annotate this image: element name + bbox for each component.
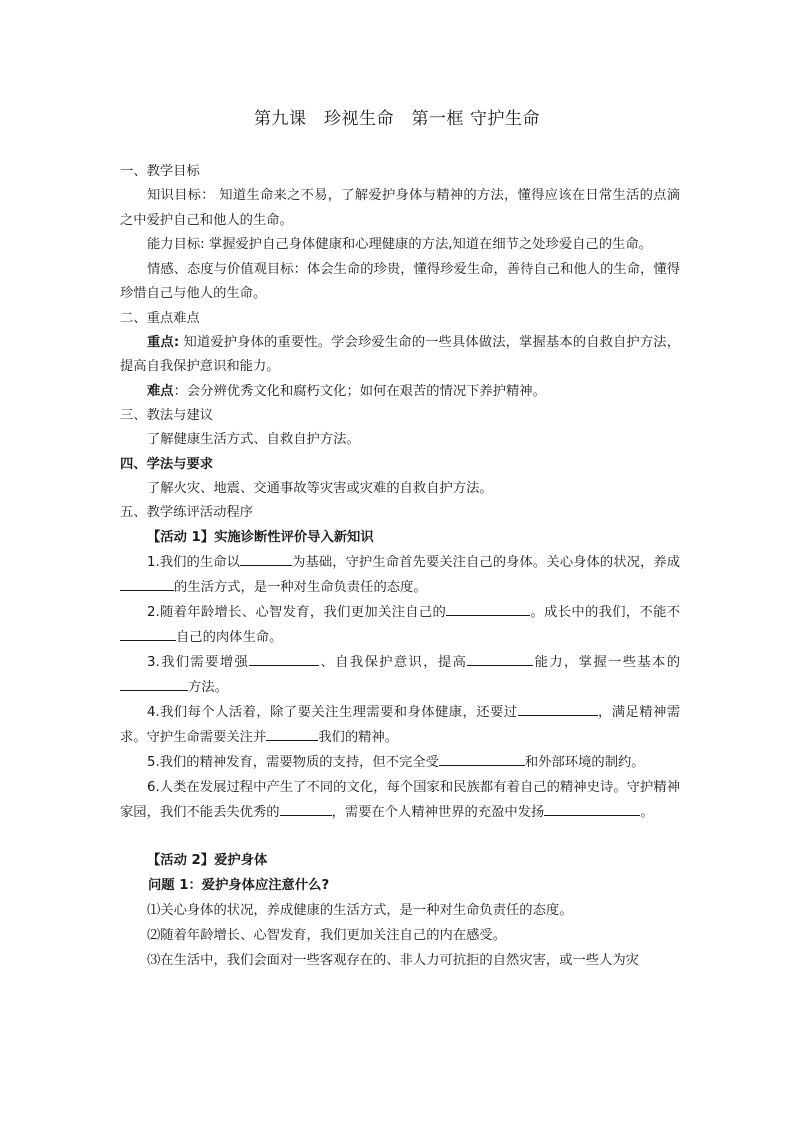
- key-point-text: 知道爱护身体的重要性。学会珍爱生命的一些具体做法，掌握基本的自救自护方法，提高自我保护意识和能力。: [120, 334, 680, 374]
- exercise-text: 。: [640, 805, 654, 820]
- exercise-text: 自己的肉体生命。: [176, 630, 283, 645]
- exercise-item-2: [120, 600, 680, 650]
- exercise-text: 方法。: [188, 680, 228, 695]
- exercise-text: 能力，掌握一些基本的: [533, 655, 681, 670]
- difficulty-text: ：会分辨优秀文化和腐朽文化；如何在艰苦的情况下养护精神。: [173, 383, 546, 399]
- page-title: 第九课 珍视生命 第一框 守护生命: [254, 109, 540, 129]
- methods-text: 了解健康生活方式、自救自护方法。: [147, 432, 360, 447]
- fill-blank[interactable]: [240, 551, 292, 566]
- fill-blank[interactable]: [120, 676, 188, 691]
- exercise-item-1: [120, 550, 680, 600]
- key-point-label: 重点:: [147, 334, 180, 350]
- fill-blank[interactable]: [439, 751, 525, 766]
- exercise-text: 4.我们每个人活着，除了要关注生理需要和身体健康，还要过: [147, 705, 518, 720]
- exercise-text: 为基础，守护生命首先要关注自己的身体。关心身体的状况，养成: [292, 555, 681, 570]
- answer-item-1: ⑴关心身体的状况，养成健康的生活方式，是一种对生命负责任的态度。: [147, 903, 573, 918]
- answer-item-3: ⑶在生活中，我们会面对一些客观存在的、非人力可抗拒的自然灾害，或一些人为灾: [147, 953, 639, 968]
- attitude-objective: 情感、态度与价值观目标：体会生命的珍贵，懂得珍爱生命，善待自己和他人的生命，懂得珍惜自己与他人的生命。: [120, 261, 680, 301]
- difficulty-label: 难点: [147, 383, 174, 399]
- question-1: 问题 1：爱护身体应注意什么?: [148, 878, 330, 893]
- fill-blank[interactable]: [120, 626, 176, 641]
- exercise-text: 和外部环境的制约。: [524, 755, 645, 770]
- exercise-text: 1.我们的生命以: [147, 555, 241, 570]
- section-heading-methods: 三、教法与建议: [120, 408, 214, 423]
- answer-item-2: ⑵随着年龄增长、心智发育，我们更加关注自己的内在感受。: [147, 928, 507, 943]
- exercise-item-5: [120, 750, 680, 775]
- exercise-text: 6.人类在发展过程中产生了不同的文化，每个国家和民族都有着自己的精神史诗。守护精神家园，我们不能丢失优秀的: [120, 780, 680, 820]
- exercise-text: 5.我们的精神发育，需要物质的支持，但不完全受: [147, 755, 439, 770]
- exercise-text: 。成长中的我们，不能不: [530, 605, 681, 620]
- fill-blank[interactable]: [518, 701, 598, 716]
- fill-blank[interactable]: [249, 651, 319, 666]
- exercise-text: 的生活方式，是一种对生命负责任的态度。: [174, 580, 427, 595]
- exercise-text: 、自我保护意识，提高: [319, 655, 468, 670]
- fill-blank[interactable]: [280, 801, 332, 816]
- section-heading-objectives: 一、教学目标: [120, 164, 200, 179]
- exercise-text: 2.随着年龄增长、心智发育，我们更加关注自己的: [147, 605, 447, 620]
- learning-text: 了解火灾、地震、交通事故等灾害或灾难的自救自护方法。: [147, 480, 493, 496]
- fill-blank[interactable]: [467, 651, 533, 666]
- exercise-item-3: [120, 650, 680, 700]
- section-heading-key-points: 二、重点难点: [120, 310, 200, 326]
- exercise-text: 我们的精神。: [318, 730, 399, 745]
- activity-1-heading: 【活动 1】实施诊断性评价导入新知识: [147, 530, 374, 545]
- section-heading-learning: 四、学法与要求: [120, 456, 214, 472]
- spacer: [120, 825, 680, 848]
- difficulty-paragraph: [120, 380, 680, 405]
- fill-blank[interactable]: [544, 801, 640, 816]
- fill-blank[interactable]: [446, 601, 530, 616]
- exercise-item-6: [120, 775, 680, 825]
- key-point-paragraph: [120, 331, 680, 380]
- exercise-text: ，需要在个人精神世界的充盈中发扬: [331, 805, 545, 820]
- exercise-text: ，满足精神需求。守护生命需要关注并: [120, 705, 681, 745]
- knowledge-objective: 知识目标： 知道生命来之不易，了解爱护身体与精神的方法，懂得应该在日常生活的点滴之中爱护自己和他人的生命。: [120, 188, 680, 228]
- ability-objective: 能力目标: 掌握爱护自己身体健康和心理健康的方法,知道在细节之处珍爱自己的生命。: [147, 237, 652, 252]
- fill-blank[interactable]: [266, 726, 318, 741]
- section-heading-procedure: 五、教学练评活动程序: [120, 505, 253, 520]
- exercise-item-4: [120, 700, 680, 750]
- exercise-text: 3.我们需要增强: [147, 655, 250, 670]
- fill-blank[interactable]: [120, 576, 174, 591]
- lesson-content: [120, 160, 680, 973]
- activity-2-heading: 【活动 2】爱护身体: [147, 853, 268, 868]
